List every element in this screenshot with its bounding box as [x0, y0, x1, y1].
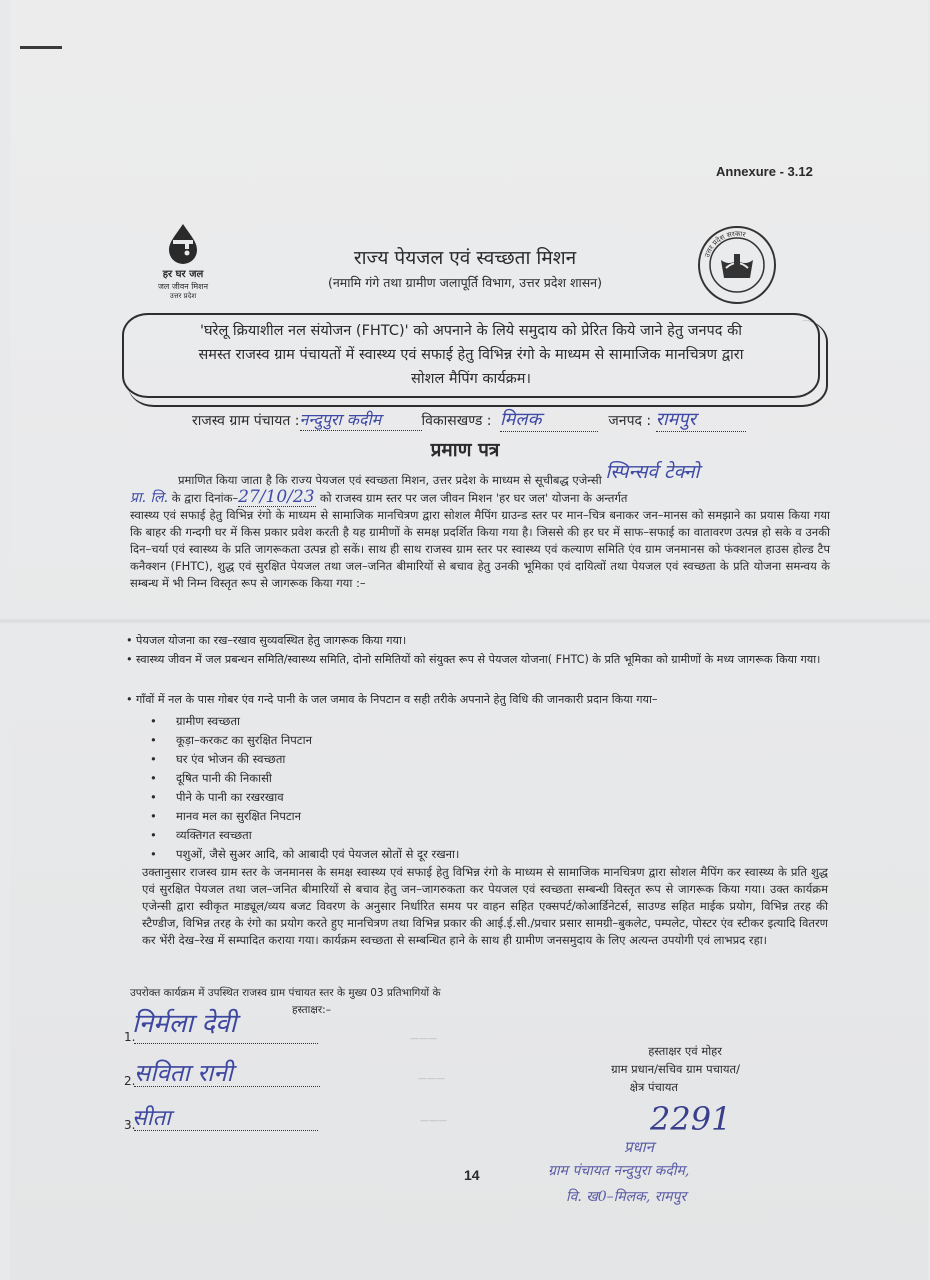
certificate-title: प्रमाण पत्र [430, 439, 500, 461]
svg-text:उत्तर प्रदेश सरकार: उत्तर प्रदेश सरकार [703, 229, 747, 259]
gram-panchayat-label: राजस्व ग्राम पंचायत : [192, 413, 300, 429]
p1-rest: स्वास्थ्य एवं सफाई हेतु विभिन्न रंगो के माध्यम से सामाजिक मानचित्रण द्वारा सोशल मैपिंग ग्राउन्ड स्तर पर मान–चित्र बनाकर जन–मानस को समझाने का प्रयास किया गया कि बाहर की गन्दगी घर में किस प्रकार प्रवेश करती है यह ग्रामीणों के समक्ष प्रदर्शित किया गया है। जिससे की हर घर में साफ–सफाई का वातावरण उत्पन्न हो सके व उनकी दिन–चर्या एवं स्वास्थ्य के प्रति जागरूकता उत्पन्न हो सकें। साथ ही साथ राजस्व ग्राम स्तर पर स्वास्थ्य एवं कल्याण समिति एंव ग्राम जनमानस को फंक्शनल हाउस होल्ड टैप कनैक्शन (FHTC), शुद्ध एवं सुरक्षित पेयजल तथा जल–जनित बीमारियों से बचाव हेतु उनकी भूमिका एवं दायित्वों तथा पेयजल एवं स्वच्छता के प्रति योजना समन्वय के सम्बन्ध में भी निम्न विस्तृत रूप से जागरूक किया गया :– [130, 508, 830, 590]
programme-title-box [122, 313, 820, 398]
paragraph-2: उक्तानुसार राजस्व ग्राम स्तर के जनमानस के समक्ष स्वास्थ्य एवं सफाई हेतु विभिन्न रंगो के माध्यम से सामाजिक मानचित्रण द्वारा सोशल मैपिंग कर स्वास्थ्य के प्रति शुद्ध एवं सुरक्षित पेयजल तथा जल–जनित बीमारियों से बचाव हेतु जन–जागरुकता कर पेयजल एवं स्वच्छता सम्बन्धी विस्तृत रूप से जागरूक किया गया। उक्त कार्यक्रम एजेन्सी द्वारा स्वीकृत माड्यूल/व्यय बजट विवरण के अनुसार निर्धारित समय पर वाहन सहित एक्सपर्ट/कोआर्डिनेटर्स, साउण्ड सहित माईक प्रयोग, विभिन्न तरह की स्टैण्डीज, विभिन्न तरह के रंगो का प्रयोग करते हुए मानचित्रण तथा विभिन्न प्रकार की आई.ई.सी./प्रचार प्रसार सामग्री–बुकलेट, पम्पलेट, पोस्टर एंव स्टीकर इत्यादि वितरण कर भेंरी देख–रेख में सम्पादित कराया गया। कार्यक्रम स्वच्छता से सम्बन्धित हाने के साथ ही ग्रामीण जनसमुदाय के लिए अत्यन्त उपयोगी एवं लाभप्रद रहा। [142, 865, 828, 947]
mission-title: राज्य पेयजल एवं स्वच्छता मिशन [353, 247, 577, 269]
agency-name-handwritten: स्पिन्सर्व टेक्नो [605, 461, 700, 483]
sub-bullet-3: • घर एंव भोजन की स्वच्छता [150, 752, 285, 767]
bullet-3 [126, 691, 836, 708]
bullet-3-text: गाँवों में नल के पास गोबर एंव गन्दे पानी के जल जमाव के निपटान व सही तरीके अपनाने हेतु विधि की जानकारी प्रदान किया गया– [136, 693, 658, 706]
box-line-2: समस्त राजस्व ग्राम पंचायतों में स्वास्थ्य एवं सफाई हेतु विभिन्न रंगो के माध्यम से सामाजिक मानचित्रण द्वारा [198, 347, 744, 363]
sub-bullet-2: • कूड़ा–करकट का सुरक्षित निपटान [150, 733, 312, 748]
sub-bullet-1: • ग्रामीण स्वच्छता [150, 714, 240, 729]
seal-line-2: ग्राम पंचायत नन्दुपुरा कदीम, [548, 1163, 690, 1179]
logo-line-1: हर घर जल [162, 269, 204, 280]
sub-bullet-4: • दूषित पानी की निकासी [150, 771, 272, 786]
mission-subtitle: (नमामि गंगे तथा ग्रामीण जलापूर्ति विभाग, उत्तर प्रदेश शासन) [327, 275, 602, 290]
p1-line-2a: के द्वारा दिनांक– [171, 491, 239, 505]
page-number: 14 [464, 1167, 480, 1183]
participant-2-signature: सविता रानी [134, 1059, 233, 1087]
block-label: विकासखण्ड : [421, 413, 492, 429]
sub-bullet-6: • मानव मल का सुरक्षित निपटान [150, 809, 301, 824]
participant-1-signature: निर्मला देवी [132, 1009, 237, 1039]
bullet-2: • स्वास्थ्य जीवन में जल प्रबन्धन समिति/स्वास्थ्य समिति, दोनो समितियों को संयुक्त रूप से पेयजल योजना( FHTC) के प्रति भूमिका को ग्रामीणों के मध्य जागरूक किया गया। [126, 653, 821, 666]
stamp-line-1: हस्ताक्षर एवं मोहर [648, 1044, 722, 1058]
participant-3-signature: सीता [132, 1106, 171, 1131]
date-handwritten: 27/10/23 [238, 487, 315, 507]
district-label: जनपद : [608, 413, 652, 429]
seal-text [548, 1158, 689, 1210]
faint-mark-3: ——— [420, 1116, 447, 1126]
bullet-1 [126, 632, 836, 649]
paragraph-1 [130, 461, 830, 592]
stamp-line-2: ग्राम प्रधान/सचिव ग्राम पचायत/ [611, 1062, 740, 1076]
sub-bullet-7: • व्यक्तिगत स्वच्छता [150, 828, 252, 843]
field-row [192, 407, 746, 432]
annexure-label: Annexure - 3.12 [716, 164, 813, 179]
bullet-2-text: स्वास्थ्य जीवन में जल प्रबन्धन समिति/स्वास्थ्य समिति, दोनो समितियों को संयुक्त रूप से पेयजल योजना( FHTC) के प्रति भूमिका को ग्रामीणों के मध्य जागरूक किया गया। [136, 653, 821, 666]
seal-line-3: वि. ख0–मिलक, रामपुर [566, 1189, 687, 1205]
logo-line-3: उत्तर प्रदेश [169, 292, 197, 300]
p1-line-1: प्रमाणित किया जाता है कि राज्य पेयजल एवं स्वच्छता मिशन, उत्तर प्रदेश के माध्यम से सूचीबद्ध एजेन्सी [178, 473, 602, 487]
participant-1-line [134, 1043, 318, 1044]
box-line-1: 'घरेलू क्रियाशील नल संयोजन (FHTC)' को अपनाने के लिये समुदाय को प्रेरित किये जाने हेतु जनपद की [200, 323, 742, 339]
p1-line-2b: को राजस्व ग्राम स्तर पर जल जीवन मिशन 'हर घर जल' योजना के अन्तर्गत [319, 491, 628, 505]
participant-2-number: 2. [124, 1074, 136, 1088]
participants-sign-label: हस्ताक्षर:– [292, 1004, 331, 1016]
faint-mark-1: ——— [410, 1034, 437, 1044]
district-value: रामपुर [656, 407, 746, 432]
signature-stamp-block [590, 1042, 740, 1096]
gram-panchayat-value: नन्दुपुरा कदीम [300, 408, 422, 431]
agency-suffix-handwritten: प्रा. लि. [130, 490, 169, 506]
block-value: मिलक [500, 407, 598, 432]
sub-bullet-5: • पीने के पानी का रखरखाव [150, 790, 284, 805]
pradhan-signature: 2291 [650, 1100, 732, 1138]
seal-line-1: प्रधान [624, 1138, 654, 1156]
stamp-line-3: क्षेत्र पंचायत [629, 1080, 678, 1094]
box-line-3: सोशल मैपिंग कार्यक्रम। [411, 371, 531, 387]
page-fold-shadow [0, 618, 930, 624]
bullet-1-text: पेयजल योजना का रख–रखाव सुव्यवस्थित हेतु जागरूक किया गया। [136, 634, 407, 647]
participants-intro: उपरोक्त कार्यक्रम में उपस्थित राजस्व ग्राम पंचायत स्तर के मुख्य 03 प्रतिभागियों के [130, 987, 441, 999]
corner-dash-mark [20, 46, 62, 49]
logo-line-2: जल जीवन मिशन [157, 282, 209, 291]
faint-mark-2: ——— [418, 1074, 445, 1084]
sub-bullet-8: • पशुओं, जैसे सुअर आदि, को आबादी एवं पेयजल स्रोतों से दूर रखना। [150, 847, 459, 862]
participant-3-number: 3. [124, 1118, 136, 1132]
participant-1-number: 1. [124, 1030, 136, 1044]
